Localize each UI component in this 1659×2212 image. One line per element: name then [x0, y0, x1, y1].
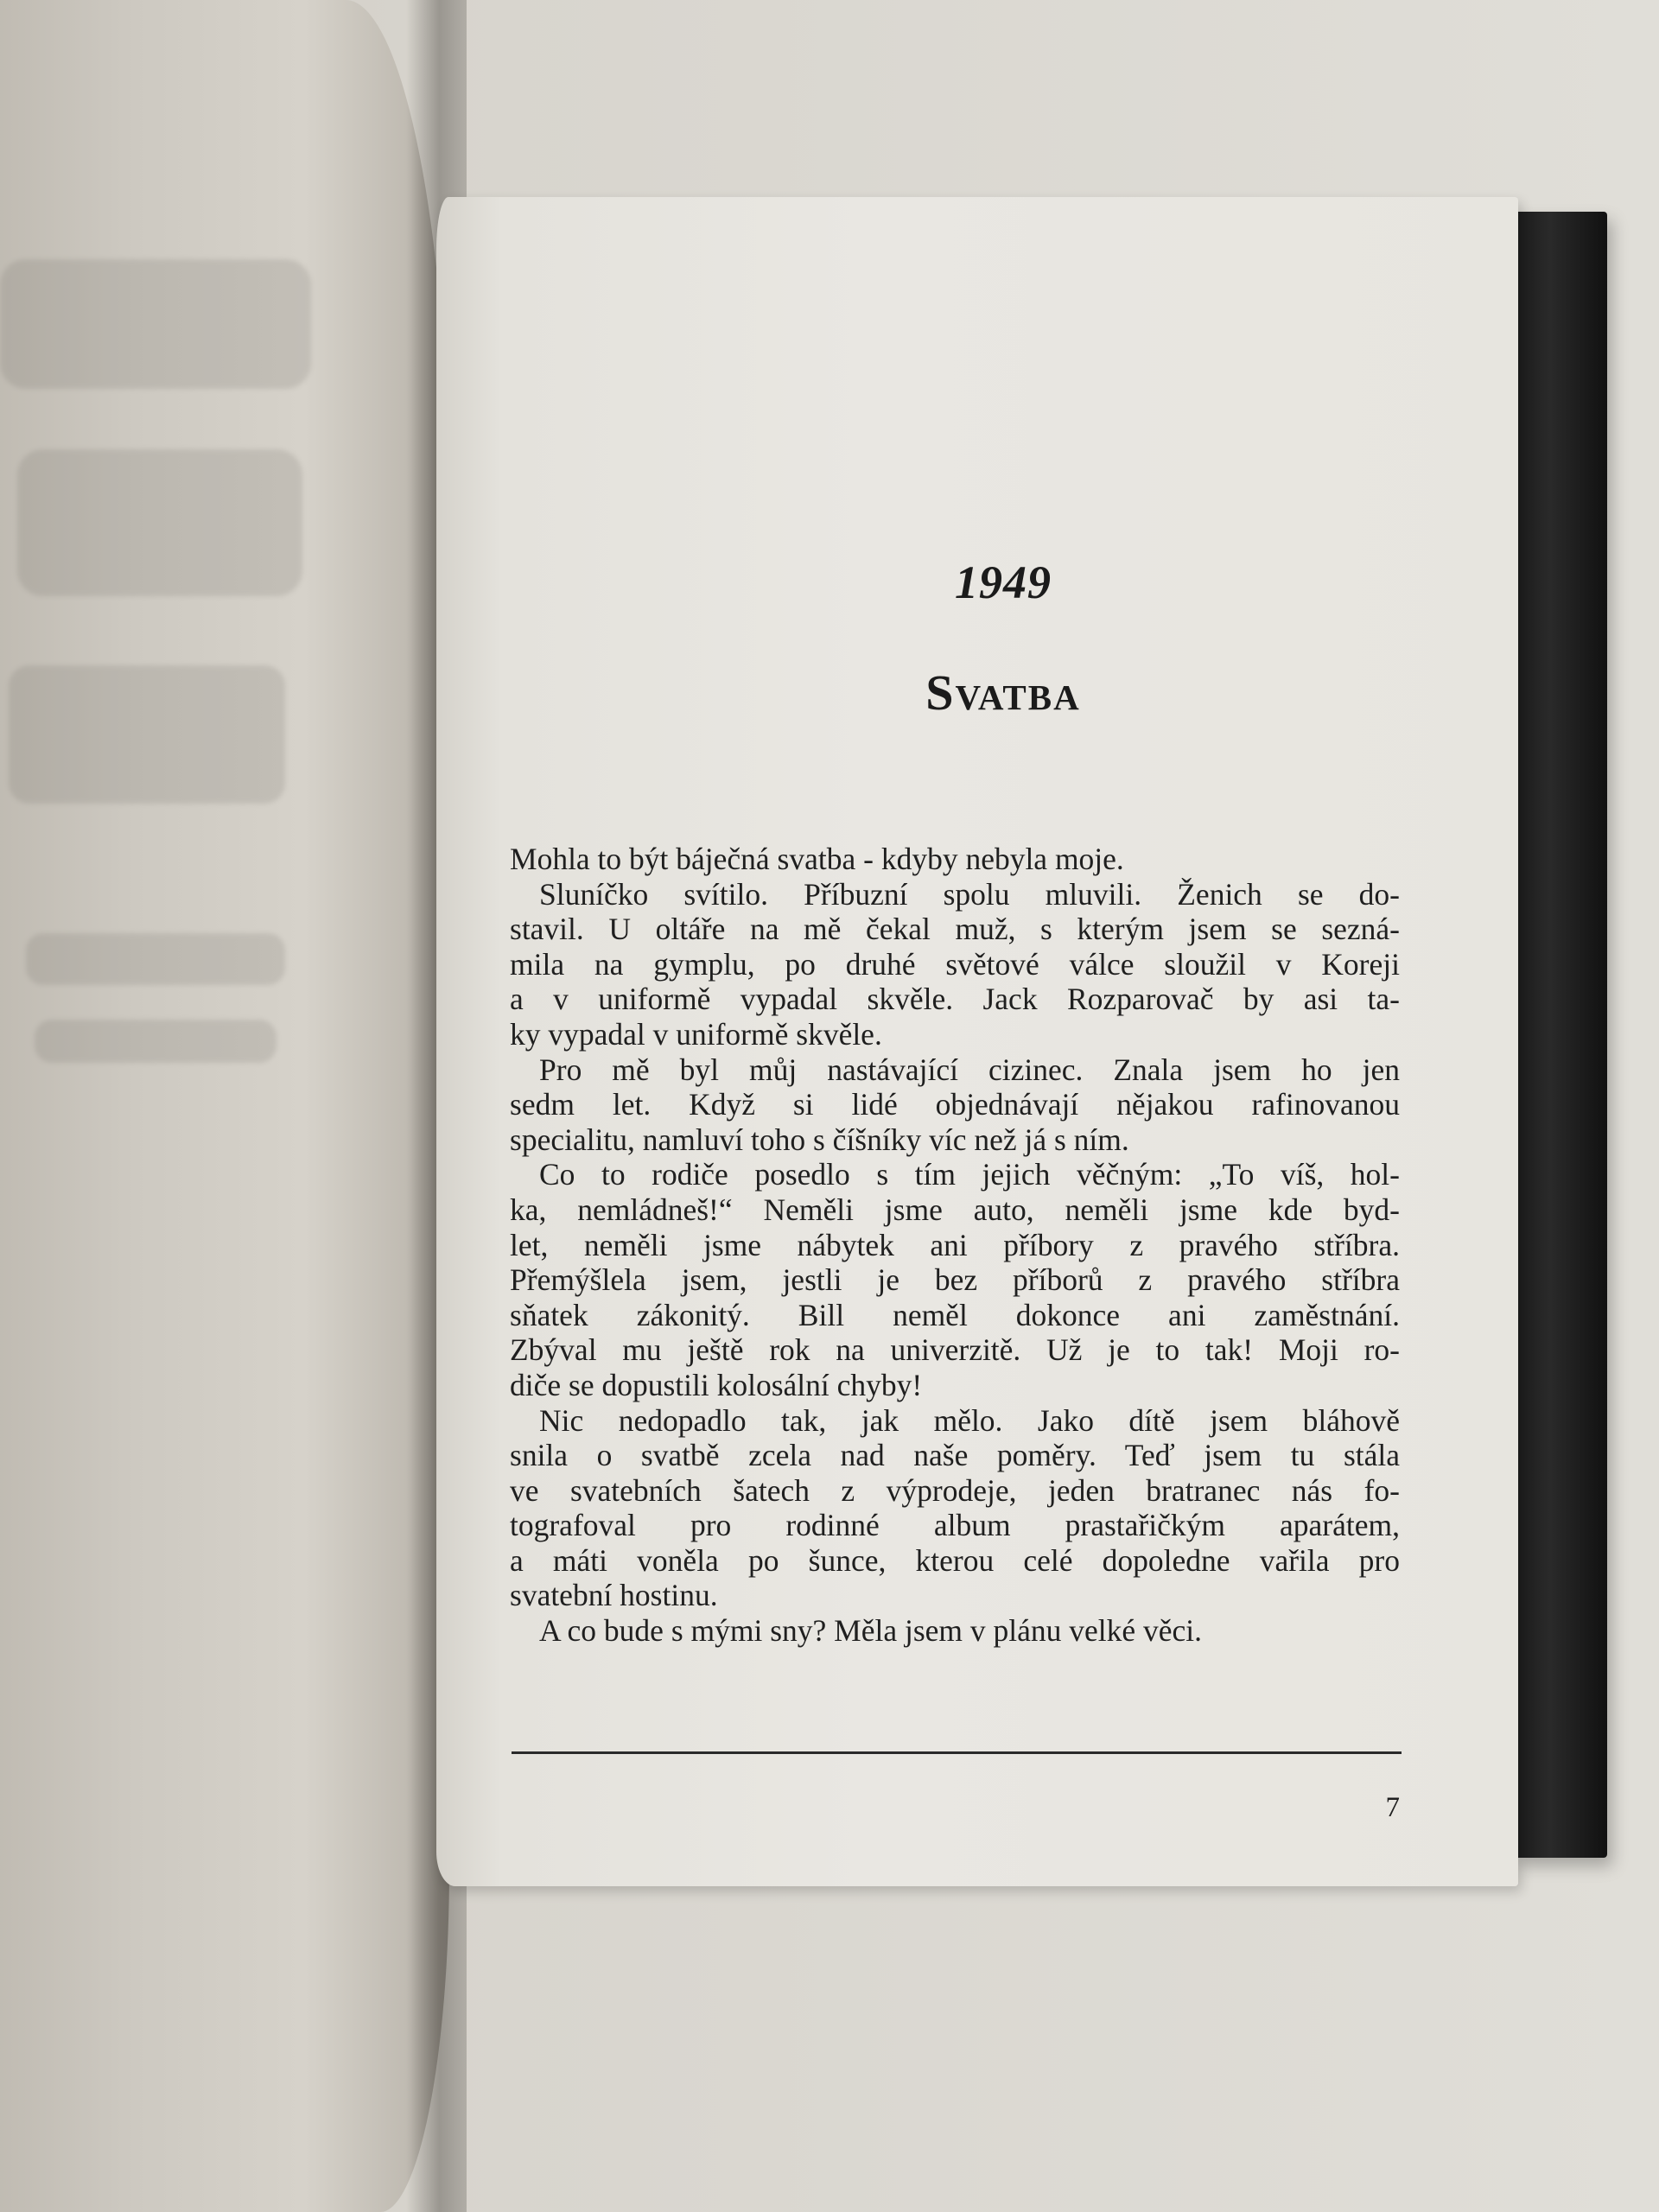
- text-line: Co to rodiče posedlo s tím jejich věčným: „To víš, hol-: [539, 1157, 1400, 1192]
- text-line: specialitu, namluví toho s číšníky víc než já s ním.: [510, 1122, 1129, 1157]
- chapter-body-text: [510, 842, 1400, 1649]
- paragraph: [510, 877, 1400, 1052]
- text-line: tografoval pro rodinné album prastařičkým aparátem,: [510, 1508, 1400, 1543]
- text-line: svatební hostinu.: [510, 1578, 718, 1613]
- text-line: ky vypadal v uniformě skvěle.: [510, 1016, 882, 1052]
- text-line: Sluníčko svítilo. Příbuzní spolu mluvili. Ženich se do-: [539, 876, 1400, 912]
- paragraph: [510, 1052, 1400, 1158]
- text-line: A co bude s mými sny? Měla jsem v plánu velké věci.: [539, 1613, 1203, 1649]
- text-line: sedm let. Když si lidé objednávají nějakou rafinovanou: [510, 1087, 1400, 1122]
- page-number: 7: [1385, 1792, 1400, 1823]
- chapter-title: Svatba: [925, 664, 1081, 721]
- text-line: Mohla to být báječná svatba - kdyby nebyla moje.: [510, 842, 1124, 876]
- text-line: mila na gymplu, po druhé světové válce sloužil v Koreji: [510, 946, 1400, 982]
- text-line: stavil. U oltáře na mě čekal muž, s kterým jsem se sezná-: [510, 912, 1400, 947]
- text-line: a máti voněla po šunce, kterou celé dopoledne vařila pro: [510, 1542, 1400, 1578]
- right-page: [436, 197, 1518, 1886]
- text-line: Pro mě byl můj nastávající cizinec. Znala jsem ho jen: [539, 1052, 1400, 1087]
- text-line: diče se dopustili kolosální chyby!: [510, 1367, 923, 1402]
- text-line: snila o svatbě zcela nad naše poměry. Teď jsem tu stála: [510, 1438, 1400, 1473]
- paragraph: [510, 1403, 1400, 1614]
- text-line: ve svatebních šatech z výprodeje, jeden bratranec nás fo-: [510, 1472, 1400, 1508]
- show-through-print: [0, 259, 346, 1469]
- paragraph: [510, 842, 1400, 877]
- text-line: Přemýšlela jsem, jestli je bez příborů z pravého stříbra: [510, 1262, 1400, 1298]
- chapter-year: 1949: [955, 556, 1052, 608]
- paragraph: [510, 1157, 1400, 1402]
- text-line: Zbýval mu ještě rok na univerzitě. Už je to tak! Moji ro-: [510, 1332, 1400, 1368]
- text-line: let, neměli jsme nábytek ani příbory z pravého stříbra.: [510, 1227, 1400, 1262]
- paragraph: [510, 1613, 1400, 1649]
- footer-rule: [512, 1751, 1402, 1754]
- text-line: a v uniformě vypadal skvěle. Jack Rozparovač by asi ta-: [510, 982, 1400, 1017]
- book-back-cover-edge: [1512, 212, 1607, 1858]
- left-page: [0, 0, 449, 2212]
- text-line: ka, nemládneš!“ Neměli jsme auto, neměli jsme kde byd-: [510, 1192, 1400, 1227]
- text-line: sňatek zákonitý. Bill neměl dokonce ani zaměstnání.: [510, 1297, 1400, 1332]
- text-line: Nic nedopadlo tak, jak mělo. Jako dítě jsem bláhově: [539, 1402, 1400, 1438]
